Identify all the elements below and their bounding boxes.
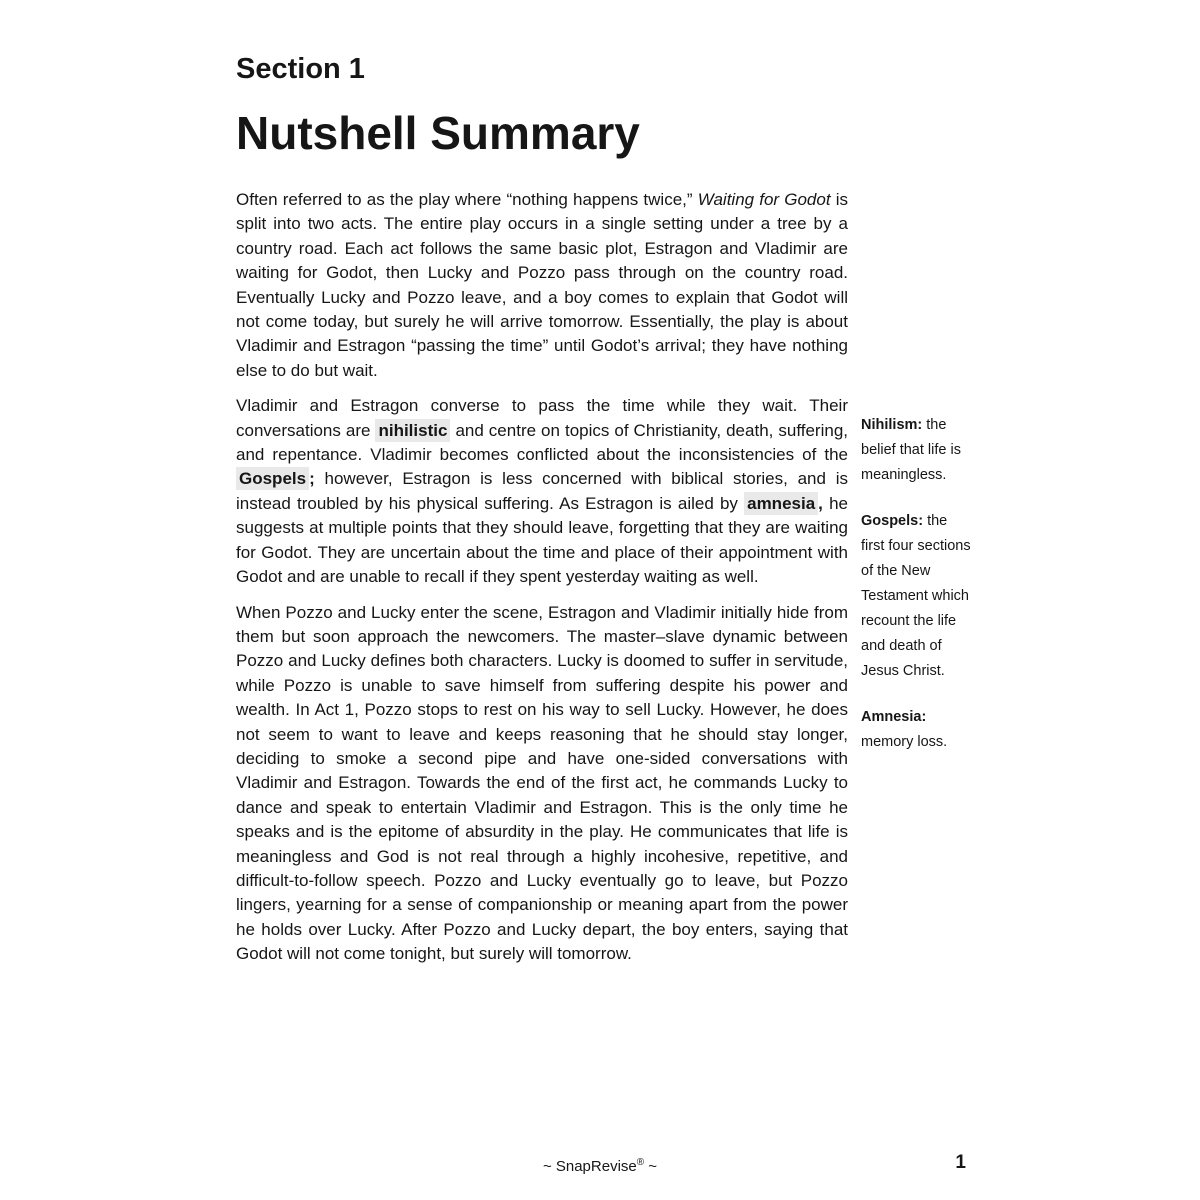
note-definition: the first four sections of the New Testament which recount the life and death of Jesus Christ. [861,513,971,679]
note-definition: memory loss. [861,734,948,750]
note-definition: the belief that life is meaningless. [861,417,961,483]
summary-paragraph-1: Often referred to as the play where “nothing happens twice,” Waiting for Godot is split into two acts. The entire play occurs in a single setting under a tree by a country road. Each act follows the same basic plot, Estragon and Vladimir are waiting for Godot, then Lucky and Pozzo pass through on the country road. Eventually Lucky and Pozzo leave, and a boy comes to explain that Godot will not come today, but surely he will arrive tomorrow. Essentially, the play is about Vladimir and Estragon “passing the time” until Godot’s arrival; they have nothing else to do but wait. [236,190,848,380]
note-term: Amnesia: [861,709,927,725]
summary-paragraph-2: Vladimir and Estragon converse to pass the time while they wait. Their conversations are nihilistic and centre on topics of Christianity, death, suffering, and repentance. Vladimir becomes conflicted about the inconsistencies of the Gospels ; however, Estragon is less concerned with biblical stories, and is instead troubled by his physical suffering. As Estragon is ailed by amnesia , he suggests at multiple points that they should leave, forgetting that they are waiting for Godot. They are uncertain about the time and place of their appointment with Godot and are unable to recall if they spent yesterday waiting as well. [236,396,848,587]
note-term: Gospels: [861,513,924,529]
margin-notes [861,413,971,776]
summary-paragraph-3: When Pozzo and Lucky enter the scene, Estragon and Vladimir initially hide from them but soon approach the newcomers. The master–slave dynamic between Pozzo and Lucky defines both characters. Lucky is doomed to suffer in servitude, while Pozzo is unable to save himself from suffering despite his power and wealth. In Act 1, Pozzo stops to rest on his way to sell Lucky. However, he does not seem to want to leave and keeps reasoning that he should stay longer, deciding to smoke a second pipe and have one-sided conversations with Vladimir and Estragon. Towards the end of the first act, he commands Lucky to dance and speak to entertain Vladimir and Estragon. This is the only time he speaks and is the epitome of absurdity in the play. He communicates that life is meaningless and God is not real through a highly incohesive, repetitive, and difficult-to-follow speech. Pozzo and Lucky eventually go to leave, but Pozzo lingers, yearning for a sense of companionship or meaning apart from the power he holds over Lucky. After Pozzo and Lucky depart, the boy enters, saying that Godot will not come tonight, but surely will tomorrow. [236,602,848,964]
section-heading: Section 1 [236,53,365,85]
page-title: Nutshell Summary [236,107,640,159]
margin-note-amnesia [861,705,971,755]
page-header [236,52,966,159]
summary-text [236,188,848,978]
note-term: Nihilism: [861,417,923,433]
registered-trademark-symbol: ® [636,1157,645,1168]
margin-note-nihilism [861,413,971,488]
page-number: 1 [955,1152,966,1173]
footer-brand-text: ~ SnapRevise [542,1158,637,1175]
footer-brand-tail: ~ [644,1158,658,1175]
margin-note-gospels [861,509,971,684]
footer-brand [0,1158,1200,1175]
